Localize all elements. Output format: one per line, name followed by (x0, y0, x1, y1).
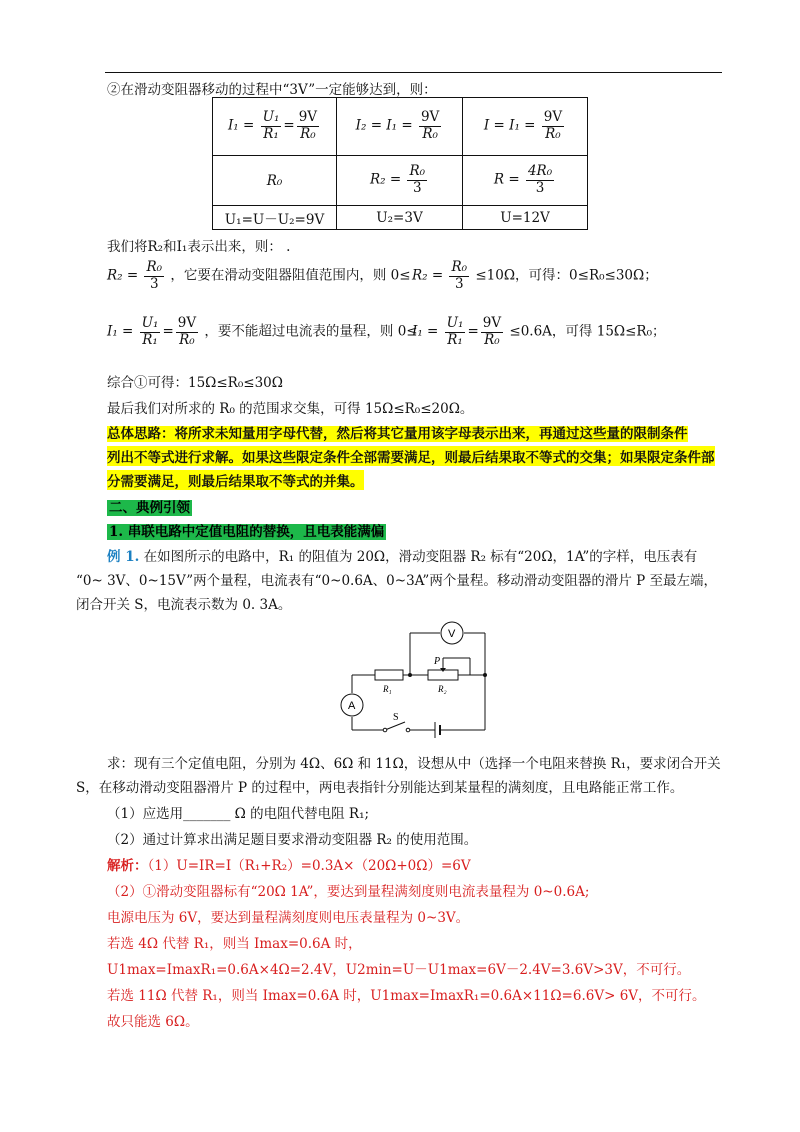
line-intersection: 最后我们对所求的 R₀ 的范围求交集，可得 15Ω≤R₀≤20Ω。 (107, 401, 474, 417)
cell-r: R = $\frac{\text{4R₀}}{3}$ (463, 156, 588, 206)
question-1: （1）应选用_______ Ω 的电阻代替电阻 R₁; (107, 806, 370, 822)
summary-line-1: 总体思路：将所求未知量用字母代替，然后将其它量用该字母表示出来，再通过这些量的限制条件 (107, 426, 688, 442)
svg-text:V: V (448, 628, 456, 640)
equation-r2-bound: R₂ = $\frac{\text{R₀}}{3}$ ≤10Ω，可得：0≤R₀≤30Ω； (412, 259, 658, 292)
equation-i1-bound: I₁ = $\frac{\text{U₁}}{\text{R₁}}$ = $\frac{9V}{\text{R₀}}$ ≤0.6A，可得 15Ω≤R₀； (412, 315, 666, 348)
example-line-1: 例 1. 在如图所示的电路中，R₁ 的阻值为 20Ω，滑动变阻器 R₂ 标有“20Ω，1A”的字样，电压表有 (107, 549, 698, 565)
circuit-diagram (330, 610, 510, 750)
example-line-2: “0~ 3V、0~15V”两个量程，电流表有“0~0.6A、0~3A”两个量程。移动滑动变阻器的滑片 P 至最左端， (76, 573, 717, 589)
svg-text:R₂: R₂ (438, 684, 447, 694)
solution-line-6: 若选 11Ω 代替 R₁，则当 Imax=0.6A 时，U1max=ImaxR₁=0.6A×11Ω=6.6V> 6V，不可行。 (107, 988, 706, 1004)
svg-text:P: P (434, 656, 441, 667)
resistor-r1 (375, 670, 403, 680)
solution-line-4: 若选 4Ω 代替 R₁，则当 Imax=0.6A 时， (107, 936, 362, 952)
equation-r2-range: R₂ = $\frac{\text{R₀}}{3}$ ，它要在滑动变阻器阻值范围内，则 0≤ (107, 259, 411, 292)
cell-r2: R₂ = $\frac{\text{R₀}}{3}$ (337, 156, 463, 206)
solution-label: 解析： (107, 858, 148, 874)
subsection-heading: 1. 串联电路中定值电阻的替换，且电表能满偏 (109, 524, 385, 540)
question-2: （2）通过计算求出满足题目要求滑动变阻器 R₂ 的使用范围。 (107, 832, 478, 848)
line-combine: 综合①可得：15Ω≤R₀≤30Ω (107, 375, 283, 391)
svg-text:A: A (348, 700, 356, 712)
header-rule (105, 72, 722, 73)
summary-line-2: 列出不等式进行求解。如果这些限定条件全部需要满足，则最后结果取不等式的交集；如果限定条件部 (107, 446, 715, 466)
line-express: 我们将R₂和I₁表示出来，则： . (107, 239, 291, 255)
summary-line-3: 分需要满足，则最后结果取不等式的并集。 (107, 470, 364, 490)
cell-r0: R₀ (213, 156, 337, 206)
section-heading: 二、典例引领 (109, 500, 190, 516)
cell-u2: U₂=3V (337, 206, 463, 230)
cell-i: I = I₁ = $\frac{9V}{\text{R₀}}$ (463, 98, 588, 156)
relation-table (212, 97, 588, 230)
solution-line-5: U1max=ImaxR₁=0.6A×4Ω=2.4V，U2min=U－U1max=6V－2.4V=3.6V>3V，不可行。 (107, 962, 691, 978)
cell-u1: U₁=U－U₂=9V (213, 206, 337, 230)
summary-label: 总体思路： (107, 426, 175, 442)
solution-line-1: 解析：（1）U=IR=I（R₁+R₂）=0.3A×（20Ω+0Ω）=6V (107, 858, 471, 874)
svg-text:S: S (393, 712, 399, 723)
cell-i1: I₁ = $\frac{\text{U₁}}{\text{R₁}}$ = $\frac{9V}{\text{R₀}}$ (213, 98, 337, 156)
cell-i2: I₂ = I₁ = $\frac{9V}{\text{R₀}}$ (337, 98, 463, 156)
solution-line-2: （2）①滑动变阻器标有“20Ω 1A”，要达到量程满刻度则电流表量程为 0~0.6A; (107, 884, 590, 900)
intro-line: ②在滑动变阻器移动的过程中“3V”一定能够达到，则： (107, 82, 437, 98)
question-line-2: S，在移动滑动变阻器滑片 P 的过程中，两电表指针分别能达到某量程的满刻度，且电路能正常工作。 (76, 780, 684, 796)
example-label: 例 1. (107, 549, 140, 565)
cell-u: U=12V (463, 206, 588, 230)
svg-text:R₁: R₁ (383, 684, 392, 694)
solution-line-3: 电源电压为 6V，要达到量程满刻度则电压表量程为 0~3V。 (107, 910, 470, 926)
example-line-3: 闭合开关 S，电流表示数为 0. 3A。 (76, 597, 292, 613)
question-line-1: 求：现有三个定值电阻，分别为 4Ω、6Ω 和 11Ω，设想从中（选择一个电阻来替换 R₁，要求闭合开关 (107, 756, 721, 772)
solution-line-7: 故只能选 6Ω。 (107, 1014, 199, 1030)
equation-i1-range: I₁ = $\frac{\text{U₁}}{\text{R₁}}$ = $\frac{9V}{\text{R₀}}$ ，要不能超过电流表的量程，则 0≤ (107, 315, 418, 348)
